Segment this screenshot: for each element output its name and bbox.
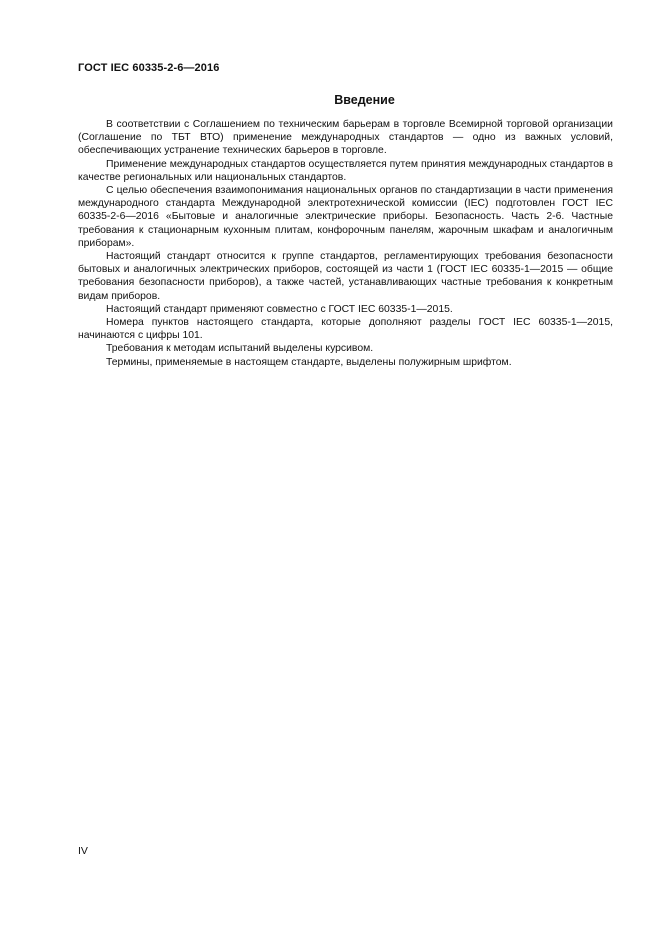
- paragraph-joint-use: Настоящий стандарт применяют совместно с ГОСТ IEC 60335-1—2015.: [106, 303, 453, 315]
- introduction-body: [78, 118, 613, 369]
- paragraph-test-methods-italic: Требования к методам испытаний выделены курсивом.: [106, 343, 374, 355]
- paragraph-clause-numbering: Номера пунктов настоящего стандарта, которые дополняют разделы ГОСТ IEC 60335-1—2015, начинаются с цифры 101.: [78, 317, 613, 342]
- document-code-header: ГОСТ IEC 60335-2-6—2016: [78, 62, 220, 74]
- paragraph-terms-bold: Термины, применяемые в настоящем стандарте, выделены полужирным шрифтом.: [106, 356, 512, 368]
- paragraph-standards-group: Настоящий стандарт относится к группе стандартов, регламентирующих требования безопасности бытовых и аналогичных электрических приборов, состоящей из части 1 (ГОСТ IEC 60335-1—2015 — общие требования безопасности приборов), а также частей, устанавливающих частные требования к конкретным видам приборов.: [78, 251, 613, 302]
- paragraph-mutual-understanding: С целью обеспечения взаимопонимания национальных органов по стандартизации в части применения международного стандарта Международной электротехнической комиссии (IEC) подготовлен ГОСТ IEC 60335-2-6—2016 «Бытовые и аналогичные электрические приборы. Безопасность. Часть 2-6. Частные требования к стационарным кухонным плитам, конфорочным панелям, жарочным шкафам и аналогичным приборам».: [78, 185, 613, 249]
- page-number: IV: [78, 845, 88, 857]
- section-title: Введение: [334, 93, 395, 107]
- paragraph-standards-adoption: Применение международных стандартов осуществляется путем принятия международных стандартов в качестве региональных или национальных стандартов.: [78, 158, 613, 183]
- paragraph-wto-agreement: В соответствии с Соглашением по техническим барьерам в торговле Всемирной торговой организации (Соглашение по ТБТ ВТО) применение международных стандартов — одно из важных условий, обеспечивающих устранение технических барьеров в торговле.: [78, 119, 613, 157]
